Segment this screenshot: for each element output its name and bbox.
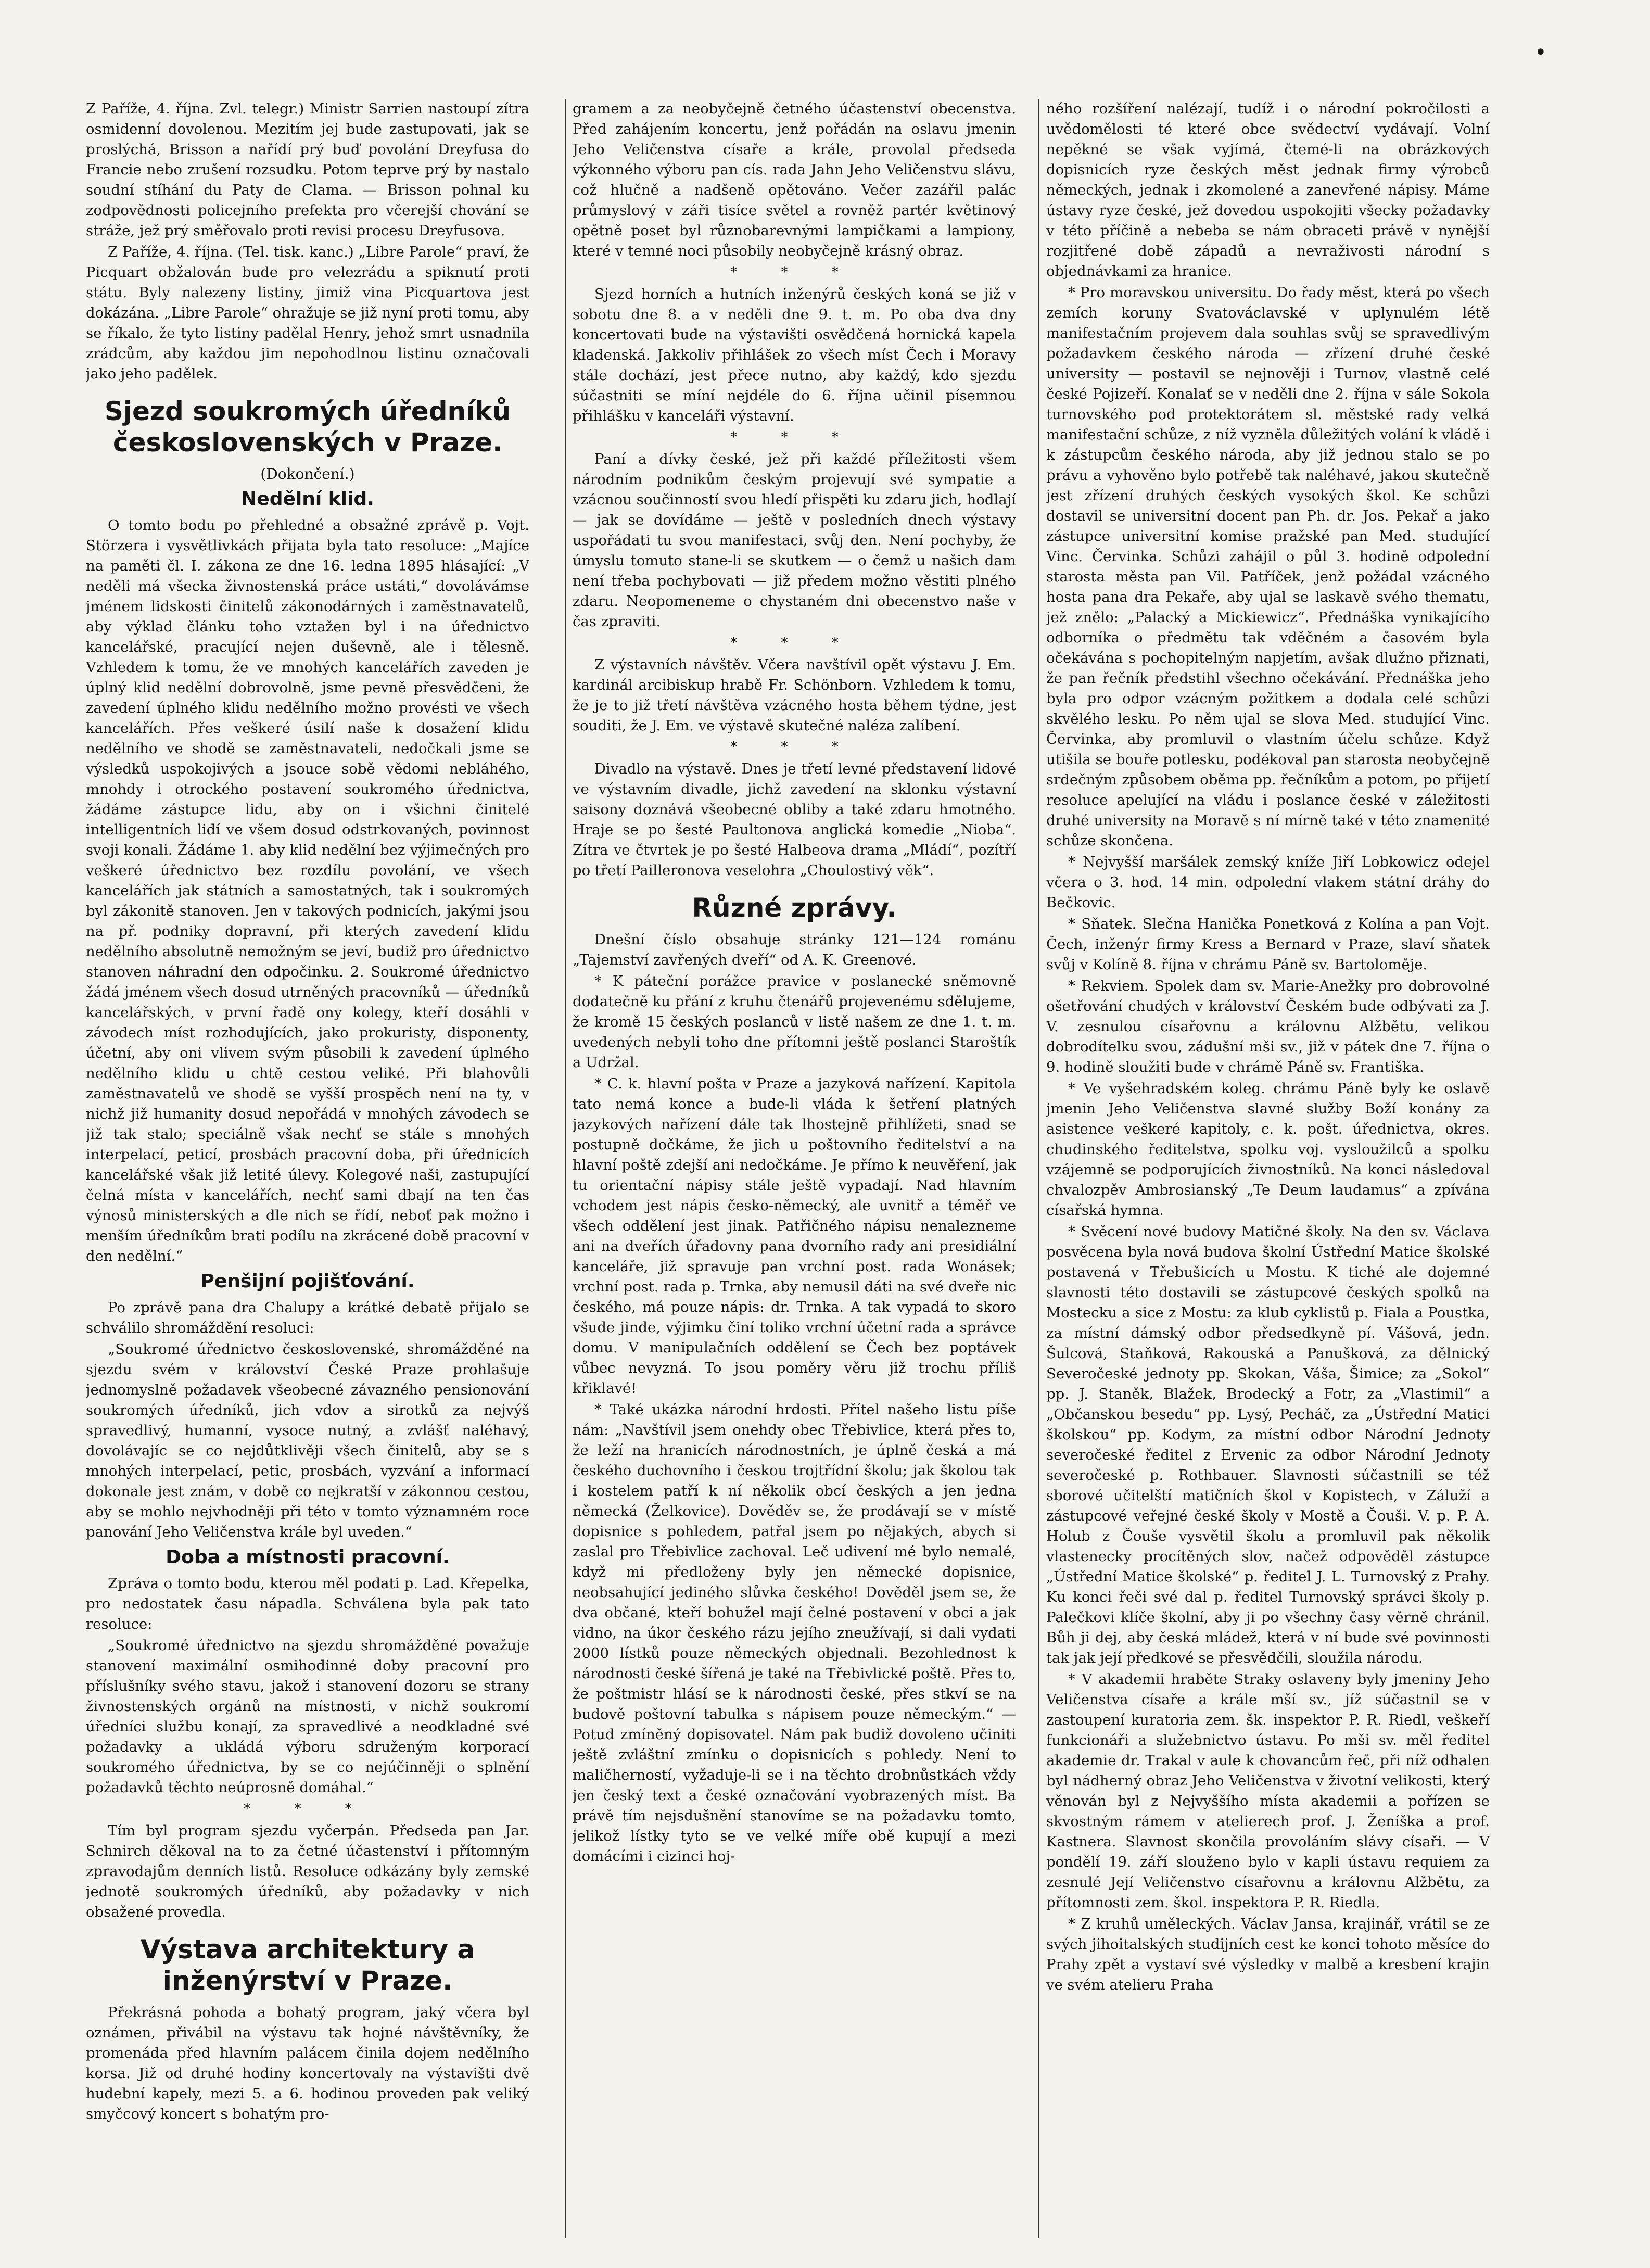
separator: * * * (730, 635, 858, 651)
paragraph: ného rozšíření nalézají, tudíž i o národní pokročilosti a uvědomělosti té které obce svědectví vydávají. Volní nepěkné se však vyjímá, čtemé-li na obrázkových dopisnicích ryze českých měst jednak firmy výrobců německých, jednak i zkomolené a zanevřené nápisy. Máme ústavy ryze české, jež dovedou uspokojiti všecky požadavky v této příčině a nebeba se nám obraceti právě v nynější rozjitřené době západů a nevraživosti národní s objednávkami za hranice. (1046, 100, 1490, 280)
section-title-doba: Doba a místnosti pracovní. (166, 1547, 450, 1568)
paragraph: * Ve vyšehradském koleg. chrámu Páně byly ke oslavě jmenin Jeho Veličenstva slavné služby Boží konány za asistence veškeré kapitoly, c. k. pošt. úřednictva, okres. chudinského ředitelstva, spolku voj. vysloužilců a spolku vzájemně se podporujících živnostníků. Na konci následoval chvalozpěv Ambrosianský „Te Deum laudamus“ a zpívána císařská hymna. (1046, 1080, 1490, 1219)
paragraph: * Také ukázka národní hrdosti. Přítel našeho listu píše nám: „Navštívil jsem onehdy obec Třebivlice, která přes to, že leží na hranicích národnostních, je úplně česká a má českého duchovního i českou trojtřídní školu; jak školou tak i kostelem patří k ní několik obcí českých a jen jedna německá (Želkovice). Dověděv se, že prodávají se v místě dopisnice s pohledem, patřal jsem po nějakých, abych si zaslal pro Třebivlice zachoval. Leč udivení mé bylo nemalé, když mi předloženy byly jen německé dopisnice, neobsahující jediného slůvka českého! Dověděl jsem se, že dva občané, kteří bohužel mají čelné postavení v obci a jak vidno, na úkor českého rázu jejího zneužívají, si dali vydati 2000 lístků pouze německých objednali. Bezohlednost k národnosti české šířená je také na Třebivlické poště. Přes to, že poštmistr hlásí se k národnosti české, přes stkví se na budově poštovní tabulka s nápisem pouze německým.“ — Potud zmíněný dopisovatel. Nám pak budiž dovoleno učiniti ještě zvláštní zmínku o dopisnicích s pohledy. Není to maličherností, vyžaduje-li se i na těchto drobnůstkách vždy jen český text a české označování vyobrazených míst. Ba právě tím nejsdušnění stanovíme se na požadavku tomto, jelikož lístky tyto se ve velké míře obě kupují a mezi domácími i cizinci hoj- (573, 1401, 1016, 1865)
article-heading-vystava: Výstava architektury a inženýrství v Praze. (140, 1934, 475, 1996)
section-title-pensijni: Penšijní pojišťování. (200, 1271, 415, 1292)
section-title-nedelni-klid: Nedělní klid. (241, 488, 374, 510)
column-2 (573, 99, 1016, 2244)
news-paris-2: Z Paříže, 4. října. (Tel. tisk. kanc.) „Libre Parole“ praví, že Picquart obžalován bude pro velezrádu a spiknutí proti státu. Byly nalezeny listiny, jimiž vina Picquartova jest dokázána. „Libre Parole“ ohražuje se již nyní proti tomu, aby se říkalo, že tyto listiny padělal Henry, jehož smrt usnadnila zrádcům, aby každou jim nepohodlnou listinu označovali jako jeho padělek. (86, 244, 529, 382)
article-heading-ruzne: Různé zprávy. (692, 893, 897, 923)
separator: * * * (730, 429, 858, 445)
paragraph: O tomto bodu po přehledné a obsažné zprávě p. Vojt. Störzera i vysvětlivkách přijata byla tato resoluce: „Majíce na paměti čl. I. zákona ze dne 16. ledna 1895 hlásající: „V neděli má všecka živnostenská práce ustáti,“ dovolávámse jménem lidskosti činitelů zákonodárných i zaměstnavatelů, aby výklad článku toho vztažen byl i na úřednictvo kancelářské, pracující nejen duševně, ale i tělesně. Vzhledem k tomu, že ve mnohých kancelářích zaveden je úplný klid nedělní dobrovolně, jsme pevně přesvědčeni, že zavedení úplného klidu nedělního možno provésti ve všech kancelářích. Přes veškeré úsilí naše k dosažení klidu nedělního ve shodě se zaměstnavateli, nedočkali jsme se výsledků uspokojivých a jsouce sobě vědomi nebláhého, mnohdy i otrockého postavení soukromého úřednictva, žádáme zástupce lidu, aby on i všichni činitelé intelligentních lidí ve všem dosud odstrkovaných, povinnost svoji konali. Žádáme 1. aby klid nedělní bez výjimečných pro veškeré úřednictvo bez rozdílu povolání, ve všech kancelářích jak státních a samostatných, tak i soukromých byl zákonitě stanoven. Jen v takových podnicích, jakými jsou na př. podniky dopravní, při kterých zavedení klidu nedělního absolutně nemožným se jeví, budiž pro úřednictvo stanoven náhradní den odpočinku. 2. Soukromé úřednictvo žádá jménem všech dosud utrněných pracovníků — úředníků kancelářských, v první řadě ony kolegy, kteří dosáhli v závodech míst rozhodujících, jako prokuristy, disponenty, účetní, aby oni vlivem svým působili k zavedení úplného nedělního klidu u chtě cestou veliké. Při blahovůli zaměstnavatelů ve shodě se vyšší prospěch není na ty, v nichž již humanity dosud nepořádá v mnohých závodech se již tak stalo; speciálně však nechť se stále s mnohých interpelací, peticí, prosbách pracovní doba, při úřednicích kancelářské však již letité úlevy. Kolegové naši, zastupující čelná místa v kancelářích, nechť sami dbají na ten čas výnosů ministerských a dle nich se řídí, neboť pak možno i menším úředníkům brati podílu na zkrácené době pracovní v den nedělní.“ (86, 517, 529, 1264)
page-mark: • (1534, 41, 1547, 65)
paragraph: * V akademii hraběte Straky oslaveny byly jmeniny Jeho Veličenstva císaře a krále mší sv., jíž súčastnil se v zastoupení kuratoria zem. šk. inspektor P. R. Riedl, veškeří funkcionáři a služebnictvo ústavu. Po mši sv. měl ředitel akademie dr. Trakal v aule k chovancům řeč, při níž odhalen byl nádherný obraz Jeho Veličenstva v životní velikosti, který věnován byl z Nejvyššího místa akademii a pořízen se skvostným rámem v atelierech prof. J. Ženíška a prof. Kastnera. Slavnost skončila provoláním slávy císaři. — V pondělí 19. září slouženo bylo v kapli ústavu requiem za zesnulé Její Veličenstvo císařovnu a královnu Alžbětu, za přítomnosti zem. škol. inspektora P. R. Riedla. (1046, 1671, 1490, 1911)
paragraph: * C. k. hlavní pošta v Praze a jazyková nařízení. Kapitola tato nemá konce a bude-li vláda k šetření platných jazykových nařízení dále tak lhostejně přihlížeti, snad se postupně dočkáme, že jich u poštovního ředitelství a na hlavní poště zdejší ani nedočkáme. Je přímo k neuvěření, jak tu orientační nápisy stále ještě vypadají. Nad hlavním vchodem jest nápis česko-německý, ale uvnitř a téměř ve všech oddělení jest jinak. Patřičného nápisu nenalezneme ani na dveřích úřadovny pana dvorního rady ani presidiální kanceláře, již spravuje pan vrchní post. rada Wonásek; vrchní post. rada p. Trnka, aby nemusil dáti na své dveře nic českého, má pouze nápis: dr. Trnka. A tak vypadá to skoro všude jinde, výjimku činí toliko vrchní účetní rada a správce domu. V manipulačních oddělení se Čech bez poptávek vůbec nevyzná. To jsou poměry věru již trochu příliš křiklavé! (573, 1075, 1016, 1397)
paragraph: * Z kruhů uměleckých. Václav Jansa, krajinář, vrátil se ze svých jihoitalských studijních cest ke konci tohoto měsíce do Prahy zpět a vystaví své výsledky v malbě a kresbení krajin ve svém atelieru Praha (1046, 1916, 1490, 1993)
paragraph: Dnešní číslo obsahuje stránky 121—124 románu „Tajemství zavřených dveří“ od A. K. Greenové. (573, 931, 1016, 968)
article-note: (Dokončení.) (260, 465, 355, 483)
paragraph: Z výstavních návštěv. Včera navštívil opět výstavu J. Em. kardinál arcibiskup hrabě Fr. Schönborn. Vzhledem k tomu, že je to již třetí návštěva vzácného hosta během týdne, jest souditi, že J. Em. ve výstavě skutečné naléza zalíbení. (573, 656, 1016, 734)
paragraph: Po zprávě pana dra Chalupy a krátké debatě přijalo se schválilo shromáždění resoluci: (86, 1299, 529, 1336)
separator: * * * (244, 1801, 372, 1817)
paragraph: „Soukromé úřednictvo na sjezdu shromážděné považuje stanovení maximální osmihodinné doby pracovní pro příslušníky svého stavu, jakož i stanovení dozoru se strany živnostenských orgánů na místnosti, v nichž soukromí úředníci službu konají, za spravedlivé a neodkladné své požadavky a ukládá výboru sdruženým korporací soukromého úřednictva, by se co nejúčinněji o splnění požadavků těchto neúprosně domáhal.“ (86, 1637, 529, 1796)
paragraph: Překrásná pohoda a bohatý program, jaký včera byl oznámen, přivábil na výstavu tak hojné návštěvníky, že promenáda před hlavním palácem činila dojem nedělního korsa. Již od druhé hodiny koncertovaly na výstavišti dvě hudební kapely, mezi 5. a 6. hodinou proveden pak veliký smyčcový koncert s bohatým pro- (86, 2004, 529, 2122)
article-heading-sjezd: Sjezd soukromých úředníků československých v Praze. (104, 396, 511, 458)
paragraph: Tím byl program sjezdu vyčerpán. Předseda pan Jar. Schnirch děkoval na to za četné účastenství i přítomným zpravodajům denních listů. Resoluce odkázány byly zemské jednotě soukromých úředníků, aby požadavky v nich obsažené provedla. (86, 1822, 529, 1920)
paragraph: Sjezd horních a hutních inženýrů českých koná se již v sobotu dne 8. a v neděli dne 9. t. m. Po oba dva dny koncertovati bude na výstavišti osvědčená hornická kapela kladenská. Jakkoliv přihlášek zo všech míst Čech i Moravy stále dochází, jest přece nutno, aby každý, kdo sjezdu súčastniti se míní nejdéle do 6. října učinil písemnou přihlášku v kanceláři výstavní. (573, 286, 1016, 424)
separator: * * * (730, 264, 858, 280)
paragraph: „Soukromé úřednictvo československé, shromážděné na sjezdu svém v království České Praze prohlašuje jednomyslně požadavek všeobecné závazného pensionování soukromých úředníků, jich vdov a sirotků za nejvýš spravedlivý, humanní, vysoce nutný, a zvlášť naléhavý, dovolávajíc se co nejdůtklivěji všech činitelů, aby se s mnohých interpelací, petic, prosbách, vyzvání a informací dokonale jest znám, v době co nejkratší v zákonnou cestou, aby se mohlo nejvhodněji při této v tomto významném roce panování Jeho Veličenstva krále byl uveden.“ (86, 1341, 529, 1540)
paragraph: * Pro moravskou universitu. Do řady měst, která po všech zemích koruny Svatováclavské v uplynulém létě manifestačním projevem dala souhlas svůj se spravedlivým požadavkem českého národa — zřízení druhé české university — postavil se nejnověji i Turnov, vlastně celé české Pojizeří. Konalať se v neděli dne 2. října v sále Sokola turnovského pod protektorátem sl. městské rady velká manifestační schůze, z níž vyzněla důležitých volání k vládě i k zástupcům českého národa, aby již jednou stalo se po právu a vyhověno bylo potřebě tak naléhavé, jakou skutečně jest zřízení druhých českých vysokých škol. Ke schůzi dostavil se universitní docent pan Ph. dr. Jos. Pekař a jako zástupce universitní komise pražské pan Med. studující Vinc. Červinka. Schůzi zahájil o půl 3. hodině odpolední starosta města pan Vil. Patříček, jenž požádal vzácného hosta pana dra Pekaře, aby ujal se laskavě svého thematu, jež znělo: „Palacký a Mickiewicz“. Přednáška vynikajícího odborníka o předmětu tak vděčném a časovém byla očekávána s pochopitelným napjetím, avšak dlužno přiznati, že pan řečník předstihl všechno očekávání. Přednáška jeho byla pro odpor vzácným požitkem a dodala celé schůzi skvělého lesku. Po něm ujal se slova Med. studující Vinc. Červinka, aby promluvil o vlastním účelu schůze. Když utišila se bouře potlesku, podékoval pan starosta neobyčejně srdečným způsobem oběma pp. řečníkům a potom, po přijetí resoluce apelující na vládu i poslance české v záležitosti druhé university na Moravě s ní mírně také v této znamenité schůze skončena. (1046, 284, 1490, 849)
news-paris-1: Z Paříže, 4. října. Zvl. telegr.) Ministr Sarrien nastoupí zítra osmidenní dovolenou. Mezitím jej bude zastupovati, jak se proslýchá, Brisson a nařídí prý buď povolání Dreyfusa do Francie nebo zrušení rozsudku. Potom teprve prý by nastalo soudní stíhání du Paty de Clama. — Brisson pohnal ku zodpovědnosti policejního prefekta pro včerejší chování se stráže, jež prý směřovalo proti revisi procesu Dreyfusova. (86, 100, 529, 239)
column-rule (565, 99, 566, 2238)
separator: * * * (730, 739, 858, 755)
paragraph: * Sňatek. Slečna Hanička Ponetková z Kolína a pan Vojt. Čech, inženýr firmy Kress a Bernard v Praze, slaví sňatek svůj v Kolíně 8. října v chrámu Páně sv. Bartoloměje. (1046, 916, 1490, 973)
paragraph: Divadlo na výstavě. Dnes je třetí levné představení lidové ve výstavním divadle, jichž zavedení na sklonku výstavní saisony doznává všeobecné obliby a také zdaru hmotného. Hraje se po šesté Paultonova anglická komedie „Nioba“. Zítra ve čtvrtek je po šesté Halbeova drama „Mládí“, pozítří po třetí Pailleronova veselohra „Choulostivý věk“. (573, 761, 1016, 879)
paragraph: * Rekviem. Spolek dam sv. Marie-Anežky pro dobrovolné ošetřování chudých v království Českém bude odbývati za J. V. zesnulou císařovnu a královnu Alžbětu, velikou dobrodítelku svou, zádušní mši sv., již v pátek dne 7. října o 9. hodině sloužiti bude v chrámě Páně sv. Františka. (1046, 978, 1490, 1075)
paragraph: * K páteční porážce pravice v poslanecké sněmovně dodatečně ku přání z kruhu čtenářů projevenému sdělujeme, že kromě 15 českých poslanců v listě našem ze dne 1. t. m. uvedených nebyli toho dne přítomni ještě poslanci Staroštík a Udržal. (573, 973, 1016, 1071)
paragraph: Zpráva o tomto bodu, kterou měl podati p. Lad. Křepelka, pro nedostatek času nápadla. Schválena byla pak tato resoluce: (86, 1575, 529, 1632)
column-rule (1038, 99, 1039, 2238)
column-3 (1046, 99, 1490, 2244)
paragraph: * Nejvyšší maršálek zemský kníže Jiří Lobkowicz odejel včera o 3. hod. 14 min. odpolední vlakem státní dráhy do Bečkovic. (1046, 854, 1490, 911)
paragraph: Paní a dívky české, jež při každé příležitosti všem národním podnikům českým projevují své sympatie a vzácnou součinností svou hledí přispěti ku zdaru jich, hodlají — jak se dovídáme — ještě v posledních dnech výstavy uspořádati tu svou manifestaci, svůj den. Není pochyby, že úmyslu tomuto stane-li se skutkem — o čemž u našich dam není třeba pochybovati — již předem možno věstiti plného zdaru. Neopomeneme o chystaném dni obecenstvo naše v čas zpraviti. (573, 451, 1016, 630)
paragraph: gramem a za neobyčejně četného účastenství obecenstva. Před zahájením koncertu, jenž pořádán na oslavu jmenin Jeho Veličenstva císaře a krále, provolal předseda výkonného výboru pan cís. rada Jahn Jeho Veličenstvu slávu, což hlučně a nadšeně opětováno. Večer zazářil palác průmyslový v záři tisíce světel a rovněž partér květinový opětně poset byl různobarevnými lampičkami a lampiony, které v temné noci působily neobyčejně krásný obraz. (573, 100, 1016, 259)
column-1 (86, 99, 529, 2244)
paragraph: * Svěcení nové budovy Matičné školy. Na den sv. Václava posvěcena byla nová budova školní Ústřední Matice školské postavená v Třebušicích u Mostu. K tiché ale dojemné slavnosti této dostavili se zástupcové českých spolků na Mostecku a sice z Mostu: za klub cyklistů p. Fiala a Poustka, za místní dámský odbor předsedkyně pí. Vášová, jedn. Šulcová, Staňková, Rakouská a Panušková, za dělnický Severočeské jednoty pp. Skokan, Váša, Šimice; za „Sokol“ pp. J. Staněk, Blažek, Brodecký a Fotr, za „Vlastimil“ a „Občanskou besedu“ pp. Lysý, Pecháč, za „Ústřední Matici školskou“ pp. Kodym, za místní odbor Národní Jednoty severočeské ředitel z Ervenic za odbor Národní Jednoty severočeské p. Rothbauer. Slavnosti súčastnili se též sborové učitelští matičních škol v Kopistech, v Záluží a zástupcové veřejné české školy v Mostě a Čouši. V. p. P. A. Holub z Čouše vysvětil školu a promluvil pak několik vlastenecky procítěných slov, načež odpověděl zástupce „Ústřední Matice školské“ p. ředitel J. L. Turnovský z Prahy. Ku konci řeči své dal p. ředitel Turnovský správci školy p. Palečkovi klíče školní, aby ji po všechny časy věrně chránil. Bůh ji dej, aby česká mládež, která v ní bude své povinnosti tak jak její předkové se přesvědčili, sloužila národu. (1046, 1223, 1490, 1666)
